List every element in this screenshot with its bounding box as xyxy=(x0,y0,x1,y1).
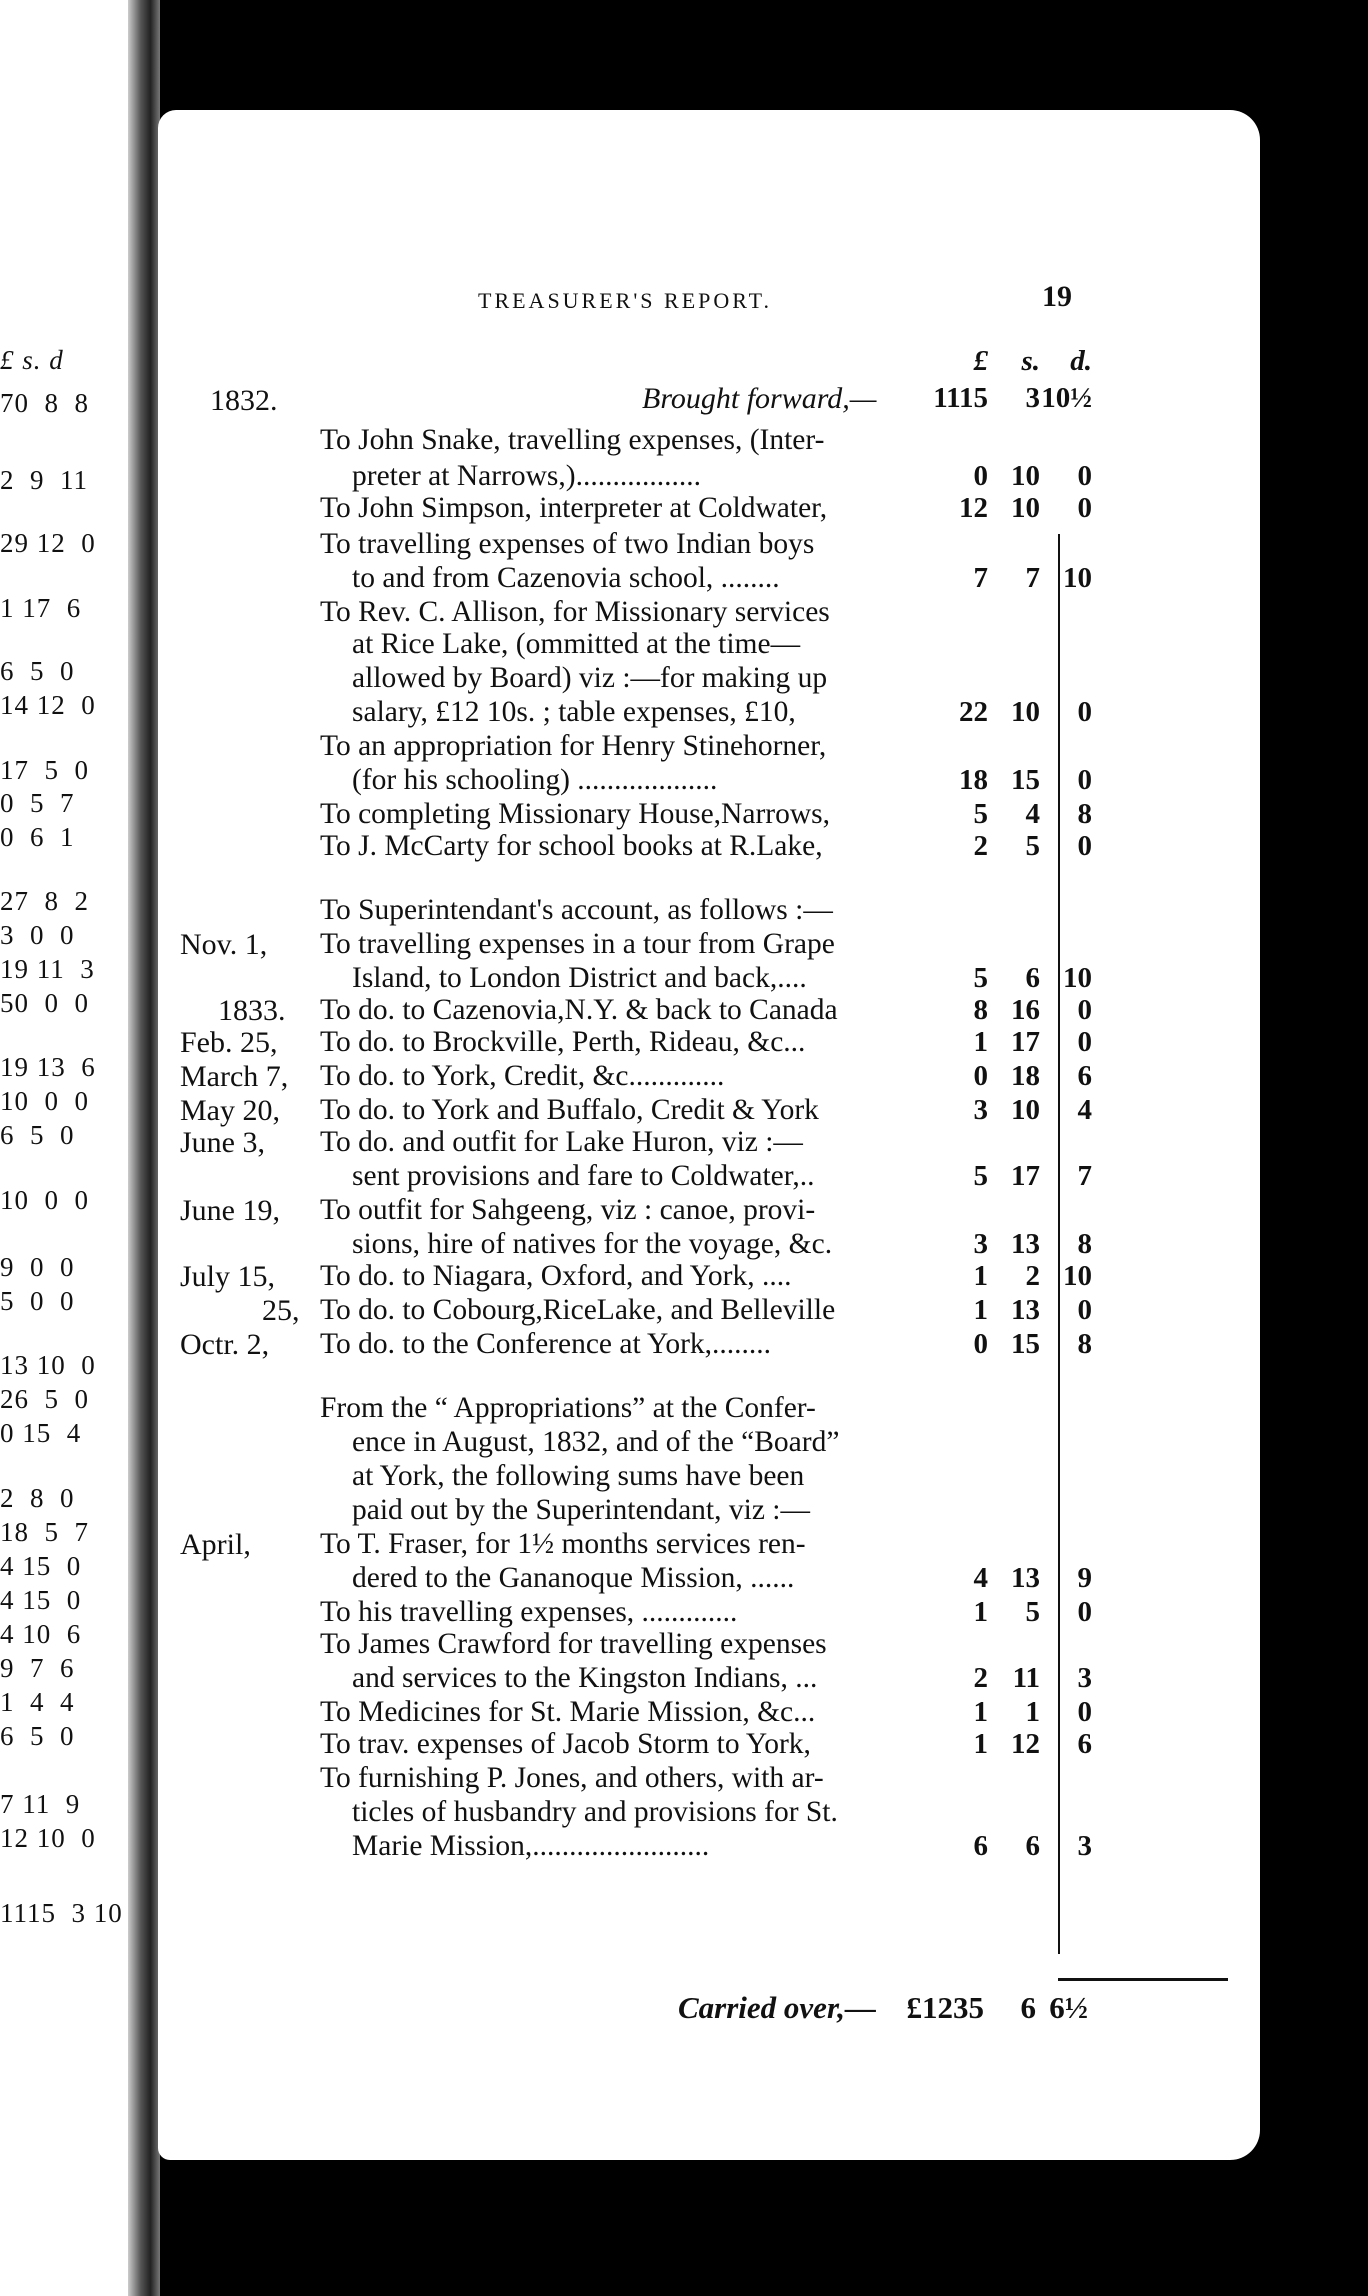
entry-date: June 3, xyxy=(180,1126,265,1159)
amount-shillings: 7 xyxy=(1025,562,1040,594)
amount-pence: 10 xyxy=(1063,1260,1092,1292)
entry-line: Island, to London District and back,.... xyxy=(352,962,807,994)
entry-line: preter at Narrows,)................. xyxy=(352,460,701,492)
entry-line: To furnishing P. Jones, and others, with ar- xyxy=(320,1762,824,1794)
entry-amount xyxy=(900,830,1092,863)
amount-pounds: 7 xyxy=(973,562,988,594)
left-page-row: 26 5 0 xyxy=(0,1384,89,1414)
left-page-row: 5 0 0 xyxy=(0,1286,75,1316)
amount-shillings: 18 xyxy=(1011,1060,1040,1092)
entry-date: March 7, xyxy=(180,1060,289,1093)
left-page-row: 4 15 0 xyxy=(0,1551,82,1581)
entry-amount xyxy=(900,764,1092,797)
entry-amount xyxy=(900,1728,1092,1761)
amount-pence: 9 xyxy=(1077,1562,1092,1594)
amount-pence: 6½ xyxy=(1049,1990,1088,2025)
entry-amount xyxy=(900,1328,1092,1361)
entry-amount xyxy=(900,1562,1092,1595)
entry-line: To J. McCarty for school books at R.Lake, xyxy=(320,830,823,862)
left-page-row: 4 15 0 xyxy=(0,1585,82,1615)
entry-line: sent provisions and fare to Coldwater,.. xyxy=(352,1160,815,1192)
amount-pounds: 1 xyxy=(973,1260,988,1292)
entry-line: To his travelling expenses, ............. xyxy=(320,1596,738,1628)
amount-pounds: 6 xyxy=(973,1830,988,1862)
brought-forward-year: 1832. xyxy=(210,384,278,417)
entry-line: Marie Mission,........................ xyxy=(352,1830,710,1862)
amount-pence: 3 xyxy=(1077,1662,1092,1694)
amount-shillings: 5 xyxy=(1025,1596,1040,1628)
entry-line: To an appropriation for Henry Stinehorner, xyxy=(320,730,827,762)
entry-date: June 19, xyxy=(180,1194,280,1227)
document-page xyxy=(158,110,1260,2160)
left-page-row: 1 4 4 xyxy=(0,1687,75,1717)
entry-line: To Rev. C. Allison, for Missionary services xyxy=(320,596,830,628)
left-page-row: 9 7 6 xyxy=(0,1653,75,1683)
entry-amount xyxy=(900,460,1092,493)
left-page-row: 6 5 0 xyxy=(0,1721,75,1751)
entry-date: Feb. 25, xyxy=(180,1026,278,1059)
amount-pence: 4 xyxy=(1077,1094,1092,1126)
left-page-row: 13 10 0 xyxy=(0,1350,96,1380)
left-page-row: 0 5 7 xyxy=(0,788,75,818)
entry-amount xyxy=(900,562,1092,595)
amount-shillings: 15 xyxy=(1011,764,1040,796)
entry-line: and services to the Kingston Indians, ... xyxy=(352,1662,818,1694)
entry-amount xyxy=(900,798,1092,831)
entry-line: To trav. expenses of Jacob Storm to York, xyxy=(320,1728,811,1760)
amount-pence: 0 xyxy=(1077,460,1092,492)
entry-line: allowed by Board) viz :—for making up xyxy=(352,662,828,694)
entry-line: To do. to Cobourg,RiceLake, and Belleville xyxy=(320,1294,836,1326)
left-page-row: 18 5 7 xyxy=(0,1517,89,1547)
amount-pounds: 12 xyxy=(959,492,988,524)
left-page-row: 50 0 0 xyxy=(0,988,89,1018)
entry-amount xyxy=(900,1160,1092,1193)
amount-pounds: 1115 xyxy=(933,382,988,414)
entry-line: at Rice Lake, (ommitted at the time— xyxy=(352,628,801,660)
amount-shillings: 12 xyxy=(1011,1728,1040,1760)
entry-line: dered to the Gananoque Mission, ...... xyxy=(352,1562,795,1594)
left-page-row: 7 11 9 xyxy=(0,1789,81,1819)
amount-pounds: 4 xyxy=(973,1562,988,1594)
amount-shillings: 4 xyxy=(1025,798,1040,830)
entry-amount xyxy=(900,1662,1092,1695)
entry-line: ticles of husbandry and provisions for St. xyxy=(352,1796,838,1828)
amount-shillings: 13 xyxy=(1011,1228,1040,1260)
left-page-row: 29 12 0 xyxy=(0,528,96,558)
page-gutter xyxy=(128,0,160,2296)
amount-pounds: £1235 xyxy=(906,1990,984,2025)
left-page-row: 19 11 3 xyxy=(0,954,95,984)
entry-line: at York, the following sums have been xyxy=(352,1460,805,1492)
amount-pounds: 0 xyxy=(973,460,988,492)
entry-date: 25, xyxy=(262,1294,300,1327)
entry-line: To travelling expenses of two Indian boys xyxy=(320,528,815,560)
left-page-row: 6 5 0 xyxy=(0,1120,75,1150)
entry-amount xyxy=(900,1260,1092,1293)
entry-line: To do. to York, Credit, &c............. xyxy=(320,1060,725,1092)
shillings-symbol: s. xyxy=(1021,345,1040,377)
left-page-header: £ s. d xyxy=(0,345,64,375)
amount-pence: 10 xyxy=(1063,562,1092,594)
entry-line: From the “ Appropriations” at the Confer- xyxy=(320,1392,816,1424)
carried-over-amount xyxy=(878,1990,1088,2026)
amount-shillings: 10 xyxy=(1011,1094,1040,1126)
entry-line: To Medicines for St. Marie Mission, &c... xyxy=(320,1696,816,1728)
amount-pence: 0 xyxy=(1077,994,1092,1026)
entry-line: To James Crawford for travelling expenses xyxy=(320,1628,827,1660)
amount-pounds: 3 xyxy=(973,1228,988,1260)
amount-pounds: 3 xyxy=(973,1094,988,1126)
entry-amount xyxy=(900,962,1092,995)
currency-header xyxy=(930,345,1092,378)
amount-pence: 8 xyxy=(1077,1328,1092,1360)
amount-shillings: 6 xyxy=(1025,1830,1040,1862)
entry-line: To do. and outfit for Lake Huron, viz :— xyxy=(320,1126,803,1158)
amount-shillings: 6 xyxy=(1025,962,1040,994)
left-page-row: 3 0 0 xyxy=(0,920,75,950)
amount-shillings: 10 xyxy=(1011,492,1040,524)
entry-line: ence in August, 1832, and of the “Board” xyxy=(352,1426,840,1458)
entry-line: To do. to Niagara, Oxford, and York, .... xyxy=(320,1260,792,1292)
entry-line: salary, £12 10s. ; table expenses, £10, xyxy=(352,696,796,728)
amount-shillings: 17 xyxy=(1011,1160,1040,1192)
amount-shillings: 10 xyxy=(1011,696,1040,728)
entry-amount xyxy=(900,1094,1092,1127)
amount-pounds: 1 xyxy=(973,1026,988,1058)
amount-pence: 8 xyxy=(1077,798,1092,830)
brought-forward-amount xyxy=(900,382,1092,415)
amount-pounds: 5 xyxy=(973,1160,988,1192)
amount-pence: 0 xyxy=(1077,1696,1092,1728)
pence-symbol: d. xyxy=(1070,345,1092,377)
entry-amount xyxy=(900,1830,1092,1863)
left-page-row: 1 17 6 xyxy=(0,593,82,623)
entry-amount xyxy=(900,1294,1092,1327)
left-page-row: 6 5 0 xyxy=(0,656,75,686)
entry-amount xyxy=(900,1026,1092,1059)
entry-amount xyxy=(900,1696,1092,1729)
amount-shillings: 3 xyxy=(1025,382,1040,414)
amount-shillings: 11 xyxy=(1012,1662,1040,1694)
amount-shillings: 15 xyxy=(1011,1328,1040,1360)
amount-pounds: 2 xyxy=(973,830,988,862)
left-page-row: 1115 3 10 xyxy=(0,1898,123,1928)
entry-line: to and from Cazenovia school, ........ xyxy=(352,562,780,594)
entry-line: To completing Missionary House,Narrows, xyxy=(320,798,831,830)
entry-line: To do. to the Conference at York,........ xyxy=(320,1328,772,1360)
left-page-row: 14 12 0 xyxy=(0,690,96,720)
carried-over-label: Carried over,— xyxy=(678,1990,877,2025)
page-header-title: TREASURER'S REPORT. xyxy=(478,288,772,313)
entry-line: To do. to York and Buffalo, Credit & York xyxy=(320,1094,819,1126)
entry-amount xyxy=(900,1596,1092,1629)
left-page-row: 17 5 0 xyxy=(0,755,89,785)
entry-amount xyxy=(900,696,1092,729)
left-page-row: 0 15 4 xyxy=(0,1418,82,1448)
amount-pounds: 22 xyxy=(959,696,988,728)
entry-amount xyxy=(900,492,1092,525)
entry-line: sions, hire of natives for the voyage, &c. xyxy=(352,1228,833,1260)
amount-pence: 0 xyxy=(1077,1294,1092,1326)
amount-pence: 8 xyxy=(1077,1228,1092,1260)
amount-pence: 3 xyxy=(1077,1830,1092,1862)
amount-pounds: 2 xyxy=(973,1662,988,1694)
left-page-row: 0 6 1 xyxy=(0,822,75,852)
page-number: 19 xyxy=(1042,280,1072,313)
amount-shillings: 16 xyxy=(1011,994,1040,1026)
amount-pounds: 1 xyxy=(973,1294,988,1326)
left-page-row: 19 13 6 xyxy=(0,1052,96,1082)
entry-line: To John Snake, travelling expenses, (Inter- xyxy=(320,424,825,456)
amount-shillings: 2 xyxy=(1025,1260,1040,1292)
left-page-row: 9 0 0 xyxy=(0,1252,75,1282)
amount-shillings: 6 xyxy=(1020,1990,1036,2025)
left-page-row: 12 10 0 xyxy=(0,1823,96,1853)
entry-line: To T. Fraser, for 1½ months services ren- xyxy=(320,1528,806,1560)
entry-amount xyxy=(900,1060,1092,1093)
entry-line: To outfit for Sahgeeng, viz : canoe, provi- xyxy=(320,1194,816,1226)
amount-pounds: 5 xyxy=(973,962,988,994)
entry-date: May 20, xyxy=(180,1094,280,1127)
amount-pounds: 1 xyxy=(973,1728,988,1760)
amount-pounds: 0 xyxy=(973,1328,988,1360)
pounds-symbol: £ xyxy=(973,345,988,377)
left-page-row: 27 8 2 xyxy=(0,886,89,916)
amount-pounds: 18 xyxy=(959,764,988,796)
entry-line: (for his schooling) ................... xyxy=(352,764,718,796)
entry-line: To do. to Brockville, Perth, Rideau, &c... xyxy=(320,1026,806,1058)
amount-pence: 6 xyxy=(1077,1728,1092,1760)
amount-pence: 0 xyxy=(1077,492,1092,524)
amount-pence: 0 xyxy=(1077,1596,1092,1628)
amount-shillings: 13 xyxy=(1011,1294,1040,1326)
entry-date: April, xyxy=(180,1528,251,1561)
entry-amount xyxy=(900,1228,1092,1261)
entry-line: To travelling expenses in a tour from Grape xyxy=(320,928,835,960)
entry-line: To do. to Cazenovia,N.Y. & back to Canada xyxy=(320,994,838,1026)
amount-shillings: 5 xyxy=(1025,830,1040,862)
entry-date: 1833. xyxy=(218,994,286,1027)
left-page-row: 2 8 0 xyxy=(0,1483,75,1513)
entry-date: Nov. 1, xyxy=(180,928,268,961)
entry-amount xyxy=(900,994,1092,1027)
entry-line: To John Simpson, interpreter at Coldwater, xyxy=(320,492,828,524)
brought-forward-label: Brought forward,— xyxy=(642,382,877,415)
left-page-row: 4 10 6 xyxy=(0,1619,82,1649)
amount-shillings: 1 xyxy=(1025,1696,1040,1728)
amount-pence: 0 xyxy=(1077,830,1092,862)
amount-pence: 10 xyxy=(1063,962,1092,994)
amount-pence: 0 xyxy=(1077,764,1092,796)
amount-pounds: 1 xyxy=(973,1596,988,1628)
amount-shillings: 17 xyxy=(1011,1026,1040,1058)
left-page-row: 2 9 11 xyxy=(0,465,88,495)
total-rule xyxy=(1058,1978,1228,1981)
amount-shillings: 10 xyxy=(1011,460,1040,492)
entry-date: July 15, xyxy=(180,1260,276,1293)
entry-line: To Superintendant's account, as follows :— xyxy=(320,894,833,926)
amount-pence: 6 xyxy=(1077,1060,1092,1092)
left-page-row: 10 0 0 xyxy=(0,1185,89,1215)
amount-pence: 10½ xyxy=(1041,382,1092,414)
left-page-row: 70 8 8 xyxy=(0,388,89,418)
amount-pounds: 8 xyxy=(973,994,988,1026)
amount-pence: 7 xyxy=(1077,1160,1092,1192)
amount-pence: 0 xyxy=(1077,1026,1092,1058)
amount-pence: 0 xyxy=(1077,696,1092,728)
amount-shillings: 13 xyxy=(1011,1562,1040,1594)
entry-line: paid out by the Superintendant, viz :— xyxy=(352,1494,810,1526)
entry-date: Octr. 2, xyxy=(180,1328,270,1361)
left-page-row: 10 0 0 xyxy=(0,1086,89,1116)
amount-pounds: 5 xyxy=(973,798,988,830)
amount-pounds: 1 xyxy=(973,1696,988,1728)
amount-pounds: 0 xyxy=(973,1060,988,1092)
